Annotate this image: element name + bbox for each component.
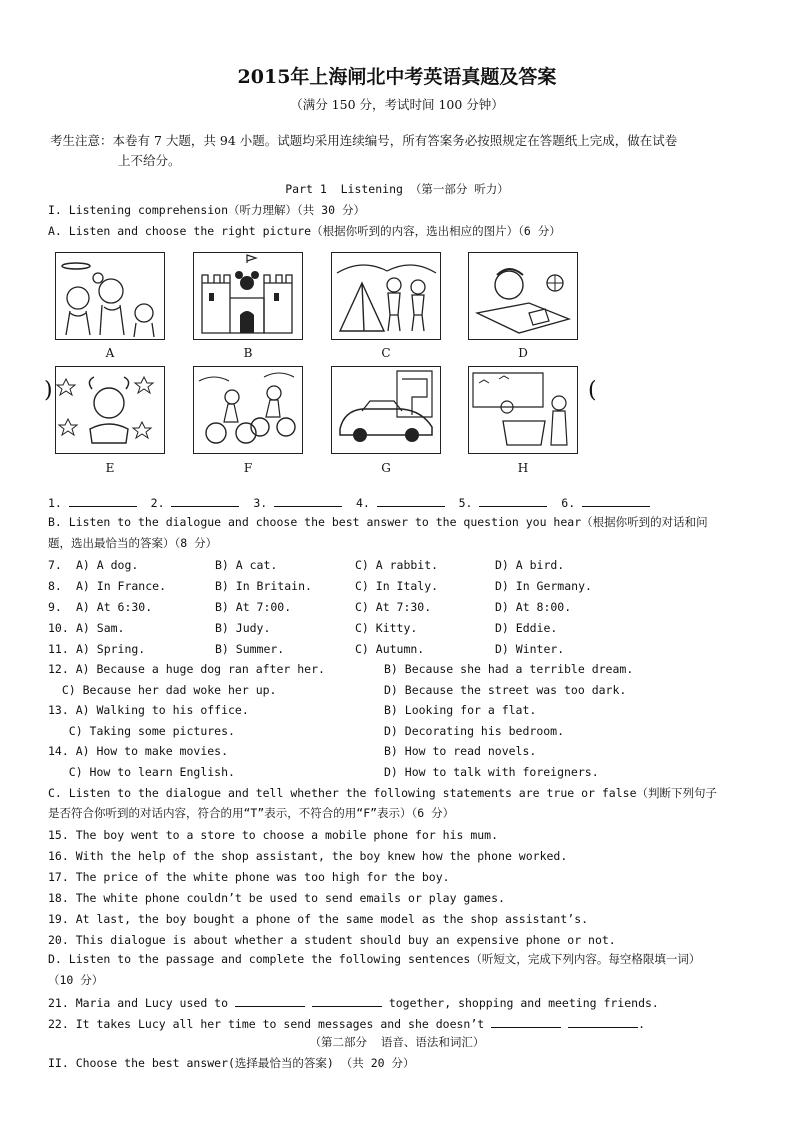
picture-label-a: A — [105, 346, 115, 360]
option-b[interactable]: B) Because she had a terrible dream. — [384, 662, 634, 676]
picture-c — [331, 252, 441, 340]
statement: 15. The boy went to a store to choose a mobile phone for his mum. — [48, 828, 499, 842]
blank-num: 1. — [48, 496, 62, 510]
blank-num: 3. — [253, 496, 268, 510]
statement: 16. With the help of the shop assistant, the boy knew how the phone worked. — [48, 849, 568, 863]
picture-b — [193, 252, 303, 340]
option-b[interactable]: B) A cat. — [215, 558, 278, 572]
answer-blank[interactable] — [377, 495, 445, 507]
option-d[interactable]: D) At 8:00. — [495, 600, 572, 614]
option-c[interactable]: C) Taking some pictures. — [48, 724, 235, 738]
bracket-left: ) — [44, 378, 53, 403]
option-a[interactable]: A) At 6:30. — [76, 600, 153, 614]
option-c[interactable]: C) Autumn. — [355, 642, 425, 656]
option-d[interactable]: D) Winter. — [495, 642, 565, 656]
picture-label-d: D — [518, 346, 528, 360]
statement: 19. At last, the boy bought a phone of the same model as the shop assistant’s. — [48, 912, 589, 926]
option-a[interactable]: 14. A) How to make movies. — [48, 744, 229, 758]
statement: 17. The price of the white phone was too high for the boy. — [48, 870, 450, 884]
bracket-right: ( — [588, 378, 597, 403]
question-22 — [48, 1016, 645, 1032]
statement: 18. The white phone couldn’t be used to send emails or play games. — [48, 891, 505, 905]
option-a[interactable]: A) A dog. — [76, 558, 139, 572]
sectionC-line-2: 是否符合你听到的对话内容，符合的用“T”表示，不符合的用“F”表示）（6 分） — [48, 806, 455, 820]
picture-label-h: H — [517, 461, 529, 475]
q21-text-end: together, shopping and meeting friends. — [388, 996, 659, 1010]
question-number: 8. — [48, 579, 62, 593]
option-c[interactable]: C) How to learn English. — [48, 765, 235, 779]
blank-num: 4. — [355, 496, 370, 510]
q22-text: 22. It takes Lucy all her time to send messages and she doesn’t — [48, 1017, 485, 1031]
picture-a — [55, 252, 165, 340]
answer-blank[interactable] — [274, 495, 342, 507]
option-c[interactable]: C) Kitty. — [355, 621, 418, 635]
notice-line-2: 上不给分。 — [118, 153, 181, 168]
picture-e — [55, 366, 165, 454]
part2-heading: （第二部分 语音、语法和词汇） — [309, 1035, 485, 1049]
section1-heading: I. Listening comprehension（听力理解）（共 30 分） — [48, 203, 365, 217]
sectionD-line-1: D. Listen to the passage and complete the following sentences（听短文，完成下列内容。每空格限填一词） — [48, 952, 701, 966]
sectionB-line-1: B. Listen to the dialogue and choose the best answer to the question you hear（根据你听到的对话和问 — [48, 515, 708, 529]
picture-label-c: C — [381, 346, 391, 360]
option-d[interactable]: D) How to talk with foreigners. — [384, 765, 599, 779]
page-subtitle: （满分 150 分，考试时间 100 分钟） — [290, 97, 504, 112]
blank-num: 5. — [458, 496, 473, 510]
option-d[interactable]: D) A bird. — [495, 558, 565, 572]
q21-blank-2[interactable] — [312, 995, 382, 1007]
q22-blank-2[interactable] — [568, 1016, 638, 1028]
q21-text: 21. Maria and Lucy used to — [48, 996, 229, 1010]
answer-blank[interactable] — [171, 495, 239, 507]
q21-blank-1[interactable] — [235, 995, 305, 1007]
page-title: 2015年上海闸北中考英语真题及答案 — [237, 66, 557, 88]
option-b[interactable]: B) At 7:00. — [215, 600, 292, 614]
option-c[interactable]: C) In Italy. — [355, 579, 439, 593]
option-a[interactable]: 12. A) Because a huge dog ran after her. — [48, 662, 325, 676]
sectionB-line-2: 题，选出最恰当的答案）（8 分） — [48, 536, 218, 550]
answer-blank[interactable] — [69, 495, 137, 507]
question-21 — [48, 995, 659, 1011]
option-d[interactable]: D) In Germany. — [495, 579, 592, 593]
part1-heading: Part 1 Listening （第一部分 听力） — [285, 182, 509, 196]
option-c[interactable]: C) Because her dad woke her up. — [48, 683, 277, 697]
question-number: 11. — [48, 642, 69, 656]
notice-line-1: 考生注意：本卷有 7 大题，共 94 小题。试题均采用连续编号，所有答案务必按照规定在答题纸上完成，做在试卷 — [50, 133, 678, 148]
sectionD-line-2: （10 分） — [48, 973, 104, 987]
picture-label-e: E — [105, 461, 115, 475]
option-b[interactable]: B) Looking for a flat. — [384, 703, 537, 717]
option-a[interactable]: A) Sam. — [76, 621, 125, 635]
picture-f — [193, 366, 303, 454]
picture-h — [468, 366, 578, 454]
answer-blanks-1-6 — [48, 495, 650, 511]
blank-num: 2. — [150, 496, 165, 510]
question-number: 9. — [48, 600, 62, 614]
question-number: 7. — [48, 558, 62, 572]
answer-blank[interactable] — [479, 495, 547, 507]
option-a[interactable]: 13. A) Walking to his office. — [48, 703, 249, 717]
option-d[interactable]: D) Because the street was too dark. — [384, 683, 627, 697]
picture-label-f: F — [243, 461, 253, 475]
question-number: 10. — [48, 621, 69, 635]
option-d[interactable]: D) Eddie. — [495, 621, 558, 635]
option-b[interactable]: B) How to read novels. — [384, 744, 537, 758]
picture-label-b: B — [243, 346, 253, 360]
option-b[interactable]: B) In Britain. — [215, 579, 312, 593]
picture-g — [331, 366, 441, 454]
picture-d — [468, 252, 578, 340]
option-d[interactable]: D) Decorating his bedroom. — [384, 724, 565, 738]
statement: 20. This dialogue is about whether a student should buy an expensive phone or not. — [48, 933, 616, 947]
option-a[interactable]: A) In France. — [76, 579, 167, 593]
q22-blank-1[interactable] — [491, 1016, 561, 1028]
option-b[interactable]: B) Summer. — [215, 642, 285, 656]
option-b[interactable]: B) Judy. — [215, 621, 271, 635]
q22-text-end: . — [638, 1017, 645, 1031]
picture-label-g: G — [381, 461, 391, 475]
blank-num: 6. — [561, 496, 576, 510]
option-c[interactable]: C) A rabbit. — [355, 558, 439, 572]
sectionA-heading: A. Listen and choose the right picture（根据你听到的内容，选出相应的图片）（6 分） — [48, 224, 561, 238]
answer-blank[interactable] — [582, 495, 650, 507]
option-c[interactable]: C) At 7:30. — [355, 600, 432, 614]
section2-heading: II. Choose the best answer(选择最恰当的答案) （共 20 分） — [48, 1056, 415, 1070]
exam-notice — [50, 131, 750, 171]
sectionC-line-1: C. Listen to the dialogue and tell whether the following statements are true or false（判断下列句子 — [48, 786, 718, 800]
option-a[interactable]: A) Spring. — [76, 642, 146, 656]
